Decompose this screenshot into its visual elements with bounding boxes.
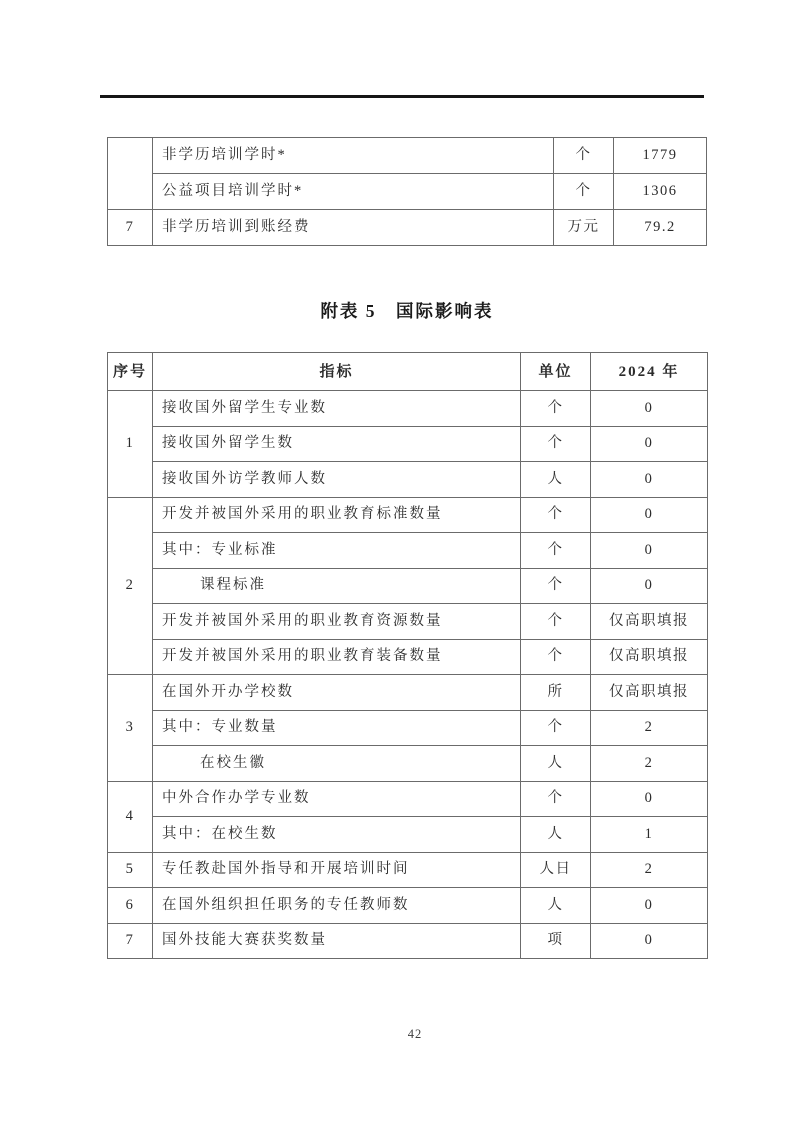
unit-cell: 人日 (521, 852, 591, 888)
indicator-cell: 公益项目培训学时* (153, 174, 554, 210)
value-cell: 0 (591, 391, 708, 427)
unit-cell: 个 (521, 391, 591, 427)
value-cell: 仅高职填报 (591, 604, 708, 640)
seq-cell: 1 (108, 391, 153, 498)
indicator-cell: 课程标准 (153, 568, 521, 604)
indicator-cell: 在校生徽 (153, 746, 521, 782)
value-cell: 0 (591, 426, 708, 462)
value-cell: 0 (591, 533, 708, 569)
international-impact-table (107, 352, 708, 959)
table-row (108, 639, 708, 675)
unit-cell: 个 (521, 604, 591, 640)
seq-cell (108, 138, 153, 210)
table-row (108, 174, 707, 210)
unit-cell: 所 (521, 675, 591, 711)
unit-cell: 个 (521, 533, 591, 569)
table-row (108, 852, 708, 888)
seq-cell: 5 (108, 852, 153, 888)
table-row (108, 138, 707, 174)
unit-cell: 个 (521, 426, 591, 462)
seq-cell: 4 (108, 781, 153, 852)
indicator-cell: 开发并被国外采用的职业教育资源数量 (153, 604, 521, 640)
seq-cell: 6 (108, 888, 153, 924)
indicator-cell: 非学历培训学时* (153, 138, 554, 174)
value-cell: 79.2 (614, 210, 707, 246)
seq-cell: 7 (108, 210, 153, 246)
unit-cell: 个 (521, 497, 591, 533)
value-cell: 1 (591, 817, 708, 853)
header-unit: 单位 (521, 353, 591, 391)
seq-cell: 2 (108, 497, 153, 675)
table-row (108, 710, 708, 746)
value-cell: 2 (591, 852, 708, 888)
value-cell: 0 (591, 497, 708, 533)
unit-cell: 个 (521, 781, 591, 817)
unit-cell: 人 (521, 817, 591, 853)
indicator-cell: 接收国外访学教师人数 (153, 462, 521, 498)
indicator-cell: 非学历培训到账经费 (153, 210, 554, 246)
unit-cell: 人 (521, 888, 591, 924)
indicator-cell: 其中：专业数量 (153, 710, 521, 746)
indicator-cell: 国外技能大赛获奖数量 (153, 923, 521, 959)
table-row (108, 888, 708, 924)
value-cell: 仅高职填报 (591, 675, 708, 711)
table-row (108, 426, 708, 462)
table-row (108, 533, 708, 569)
table-row (108, 391, 708, 427)
value-cell: 0 (591, 923, 708, 959)
unit-cell: 个 (521, 639, 591, 675)
unit-cell: 万元 (554, 210, 614, 246)
table-row (108, 568, 708, 604)
seq-cell: 3 (108, 675, 153, 782)
table-row (108, 781, 708, 817)
unit-cell: 项 (521, 923, 591, 959)
unit-cell: 人 (521, 462, 591, 498)
table-row (108, 497, 708, 533)
table-row (108, 210, 707, 246)
seq-cell: 7 (108, 923, 153, 959)
indicator-cell: 开发并被国外采用的职业教育标准数量 (153, 497, 521, 533)
header-year: 2024 年 (591, 353, 708, 391)
unit-cell: 人 (521, 746, 591, 782)
value-cell: 0 (591, 781, 708, 817)
table-row (108, 462, 708, 498)
table-title: 附表 5 国际影响表 (320, 301, 494, 321)
unit-cell: 个 (521, 568, 591, 604)
unit-cell: 个 (554, 138, 614, 174)
indicator-cell: 中外合作办学专业数 (153, 781, 521, 817)
indicator-cell: 专任教赴国外指导和开展培训时间 (153, 852, 521, 888)
value-cell: 1306 (614, 174, 707, 210)
page-number: 42 (407, 1027, 423, 1041)
value-cell: 0 (591, 888, 708, 924)
indicator-cell: 接收国外留学生专业数 (153, 391, 521, 427)
indicator-cell: 在国外开办学校数 (153, 675, 521, 711)
page-header-rule (100, 95, 704, 98)
value-cell: 0 (591, 462, 708, 498)
indicator-cell: 其中：在校生数 (153, 817, 521, 853)
value-cell: 仅高职填报 (591, 639, 708, 675)
unit-cell: 个 (554, 174, 614, 210)
table-row (108, 923, 708, 959)
table-row (108, 746, 708, 782)
table-row (108, 817, 708, 853)
table-row (108, 675, 708, 711)
value-cell: 1779 (614, 138, 707, 174)
indicator-cell: 在国外组织担任职务的专任教师数 (153, 888, 521, 924)
value-cell: 0 (591, 568, 708, 604)
table-row (108, 604, 708, 640)
indicator-cell: 开发并被国外采用的职业教育装备数量 (153, 639, 521, 675)
header-seq: 序号 (108, 353, 153, 391)
indicator-cell: 其中：专业标准 (153, 533, 521, 569)
value-cell: 2 (591, 746, 708, 782)
training-table-continued (107, 137, 707, 246)
header-indicator: 指标 (153, 353, 521, 391)
unit-cell: 个 (521, 710, 591, 746)
value-cell: 2 (591, 710, 708, 746)
indicator-cell: 接收国外留学生数 (153, 426, 521, 462)
table-header-row (108, 353, 708, 391)
